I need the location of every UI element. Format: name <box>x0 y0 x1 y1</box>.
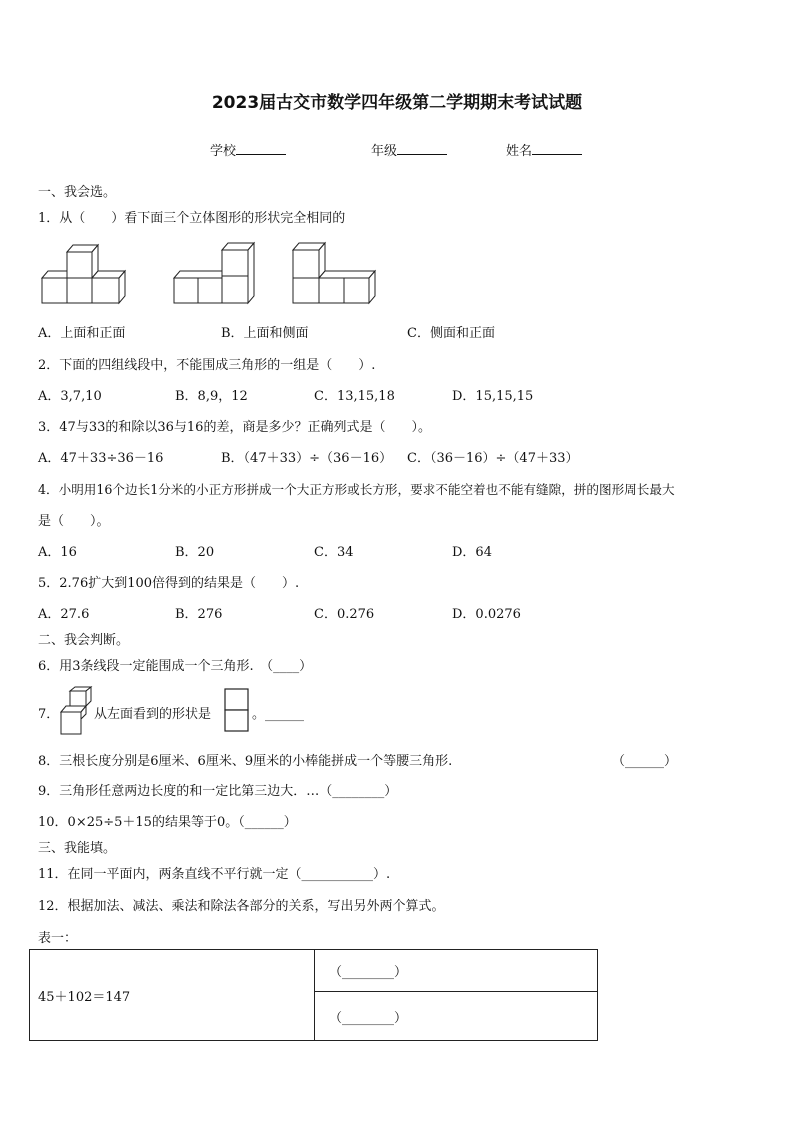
solid-figure-1-icon <box>38 240 130 306</box>
question-4-option-b[interactable]: B．20 <box>175 545 215 560</box>
school-blank[interactable] <box>236 142 286 155</box>
question-4-option-a[interactable]: A．16 <box>38 545 77 560</box>
name-blank[interactable] <box>532 142 582 155</box>
question-5-option-b[interactable]: B．276 <box>175 607 223 622</box>
question-10-stem: 10．0×25÷5＋15的结果等于0。（______） <box>38 815 297 830</box>
question-7-tail: 。______ <box>252 707 305 722</box>
grade-label: 年级 <box>371 144 398 159</box>
question-2-option-a[interactable]: A．3,7,10 <box>38 389 102 404</box>
name-field[interactable] <box>506 140 582 159</box>
grade-blank[interactable] <box>397 142 447 155</box>
question-4-stem-line-2: 是（ ）。 <box>38 514 110 529</box>
stacked-cubes-figure-icon <box>58 686 94 736</box>
school-label: 学校 <box>210 144 237 159</box>
table-blank-2[interactable]: （________） <box>315 992 598 1041</box>
question-2-stem: 2．下面的四组线段中，不能围成三角形的一组是（ ）. <box>38 358 376 373</box>
question-5-stem: 5．2.76扩大到100倍得到的结果是（ ）. <box>38 576 300 591</box>
question-3-option-b[interactable]: B．（47＋33）÷（36－16） <box>221 451 393 466</box>
question-3-option-a[interactable]: A．47＋33÷36－16 <box>38 451 164 466</box>
page-title: 2023届古交市数学四年级第二学期期末考试试题 <box>211 93 583 113</box>
question-8-blank[interactable]: （______） <box>612 754 678 769</box>
question-9-stem: 9．三角形任意两边长度的和一定比第三边大．…（________） <box>38 784 398 799</box>
solid-figure-3-icon <box>290 240 380 306</box>
answer-table <box>29 949 598 1041</box>
section-heading-1: 一、我会选。 <box>38 185 117 200</box>
question-4-option-c[interactable]: C．34 <box>314 545 354 560</box>
question-1-stem: 1．从（ ）看下面三个立体图形的形状完全相同的 <box>38 211 346 226</box>
question-12-stem: 12．根据加法、减法、乘法和除法各部分的关系，写出另外两个算式。 <box>38 899 445 914</box>
section-heading-2: 二、我会判断。 <box>38 633 130 648</box>
solid-figure-2-icon <box>172 240 262 306</box>
question-1-option-c[interactable]: C．侧面和正面 <box>407 326 495 341</box>
table-blank-1[interactable]: （________） <box>315 950 598 992</box>
question-7-text: 从左面看到的形状是 <box>94 707 212 722</box>
name-label: 姓名 <box>506 144 533 159</box>
question-3-stem: 3．47与33的和除以36与16的差，商是多少？正确列式是（ ）。 <box>38 420 431 435</box>
question-2-option-c[interactable]: C．13,15,18 <box>314 389 395 404</box>
school-field[interactable] <box>210 140 286 159</box>
question-1-option-b[interactable]: B．上面和侧面 <box>221 326 309 341</box>
question-4-stem-line-1: 4．小明用16个边长1分米的小正方形拼成一个大正方形或长方形，要求不能空着也不能有缝隙，拼的图形周长最大 <box>38 482 675 497</box>
question-2-option-b[interactable]: B．8,9，12 <box>175 389 248 404</box>
table-given-equation: 45＋102＝147 <box>30 950 315 1041</box>
question-11-stem: 11．在同一平面内，两条直线不平行就一定（___________）. <box>38 867 391 882</box>
table-label: 表一： <box>38 931 78 946</box>
grade-field[interactable] <box>371 140 447 159</box>
question-1-option-a[interactable]: A．上面和正面 <box>38 326 126 341</box>
question-6-stem: 6．用3条线段一定能围成一个三角形. （____） <box>38 659 313 674</box>
question-7-number: 7． <box>38 707 60 722</box>
side-view-shape-icon <box>224 688 250 732</box>
section-heading-3: 三、我能填。 <box>38 841 117 856</box>
question-2-option-d[interactable]: D．15,15,15 <box>452 389 534 404</box>
question-8-stem: 8．三根长度分别是6厘米、6厘米、9厘米的小棒能拼成一个等腰三角形. <box>38 754 453 769</box>
question-5-option-c[interactable]: C．0.276 <box>314 607 375 622</box>
question-4-option-d[interactable]: D．64 <box>452 545 492 560</box>
question-5-option-a[interactable]: A．27.6 <box>38 607 90 622</box>
question-3-option-c[interactable]: C．（36－16）÷（47＋33） <box>407 451 579 466</box>
question-5-option-d[interactable]: D．0.0276 <box>452 607 521 622</box>
